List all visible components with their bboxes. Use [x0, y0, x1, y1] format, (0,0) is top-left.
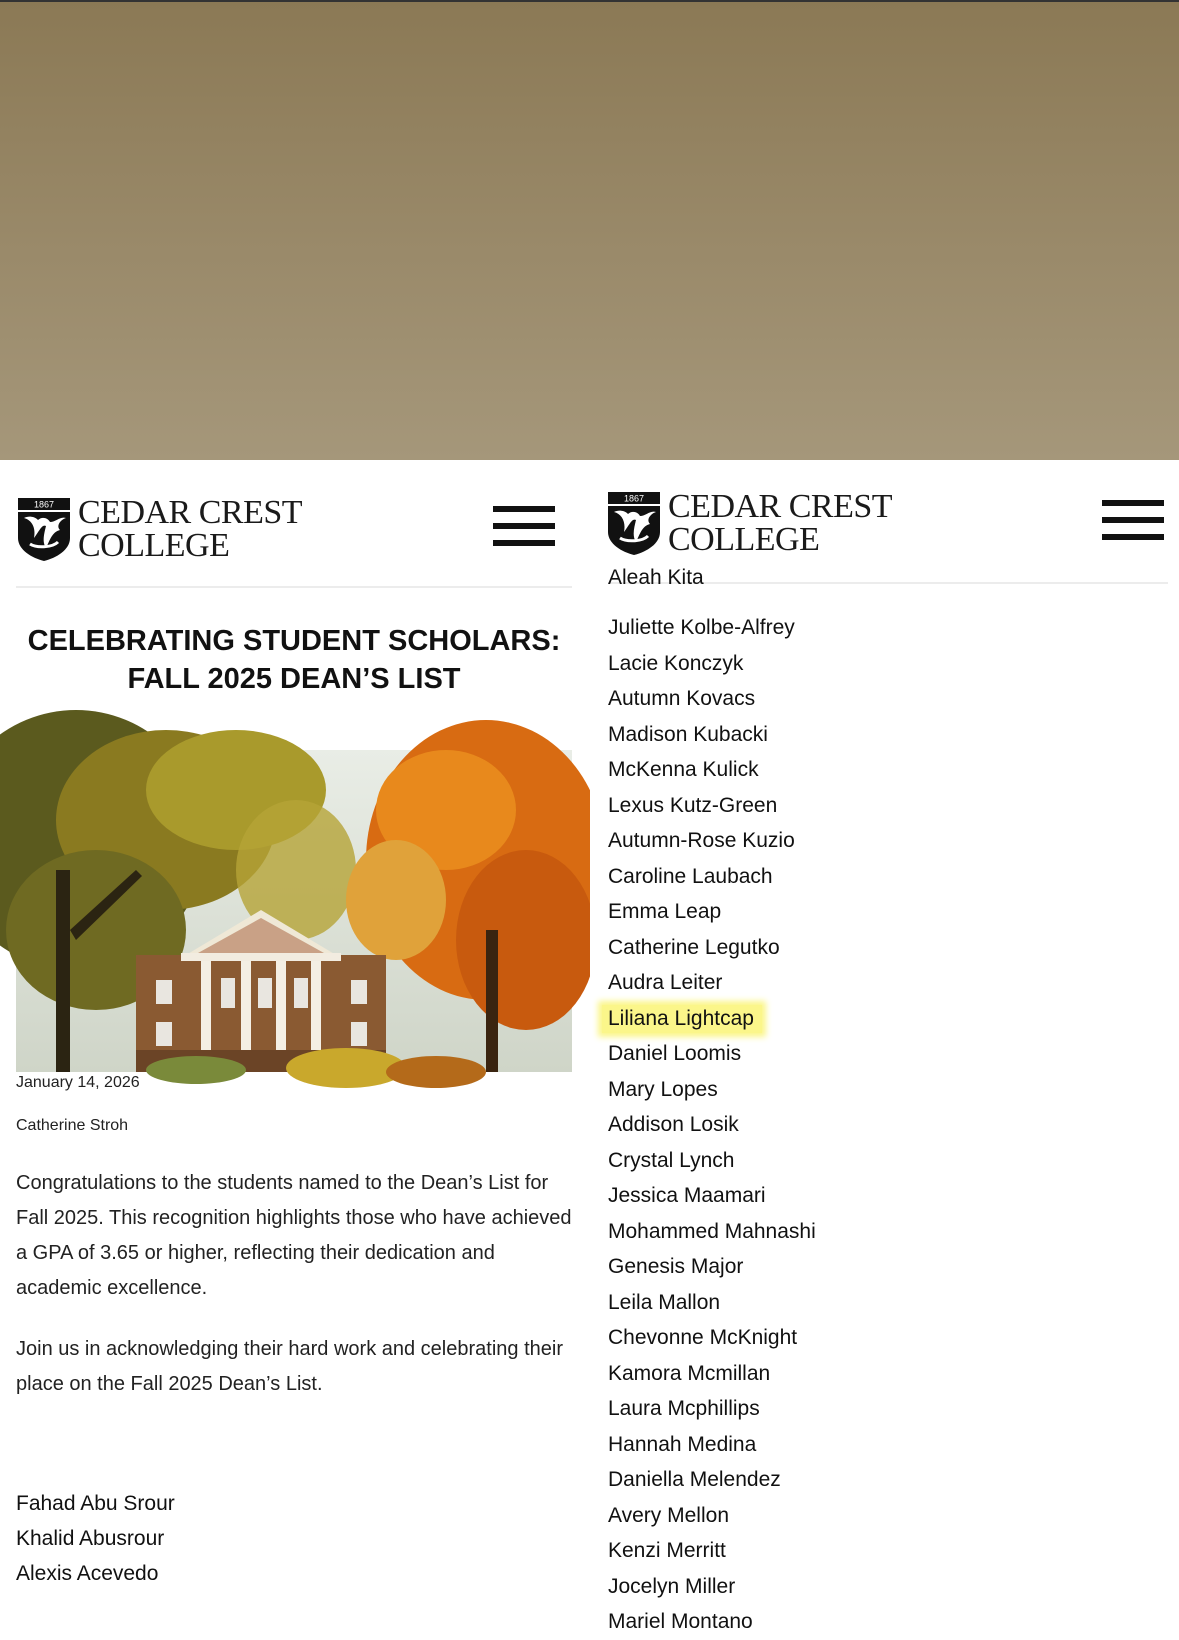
page-title-line2: FALL 2025 DEAN’S LIST	[127, 663, 461, 695]
list-item: Madison Kubacki	[608, 722, 768, 746]
list-item: Laura Mcphillips	[608, 1397, 760, 1420]
college-seal-icon	[16, 496, 72, 562]
site-header	[16, 496, 590, 576]
list-item: Crystal Lynch	[608, 1148, 735, 1172]
top-band	[0, 0, 1179, 460]
list-item: Mariel Montano	[608, 1610, 753, 1633]
list-item: Lacie Konczyk	[608, 651, 744, 675]
college-name-line2: COLLEGE	[78, 527, 230, 564]
college-name-line1: CEDAR CREST	[668, 488, 893, 525]
list-item: Genesis Major	[608, 1255, 744, 1278]
highlighted-name: Liliana Lightcap	[602, 1005, 762, 1033]
college-name	[78, 496, 302, 562]
list-item: Khalid Abusrour	[16, 1527, 165, 1550]
list-item: Daniel Loomis	[608, 1042, 742, 1065]
list-item: Kenzi Merritt	[608, 1539, 726, 1562]
college-logo[interactable]	[606, 490, 906, 562]
list-item: Mary Lopes	[608, 1077, 718, 1101]
list-item: Autumn Kovacs	[608, 687, 756, 710]
list-item: Autumn-Rose Kuzio	[608, 829, 795, 852]
svg-text:1867: 1867	[33, 499, 55, 510]
list-item: Lexus Kutz-Green	[608, 793, 778, 817]
list-item: Leila Mallon	[608, 1290, 721, 1314]
hero-campus-image	[16, 750, 572, 1072]
list-item: Chevonne McKnight	[608, 1326, 798, 1349]
hamburger-menu-button[interactable]	[1102, 500, 1164, 542]
deans-list-start	[16, 1486, 175, 1591]
left-screenshot	[0, 460, 590, 1624]
list-item: Hannah Medina	[608, 1432, 757, 1456]
site-header	[606, 490, 1179, 570]
college-name-line1: CEDAR CREST	[78, 494, 303, 531]
list-item: Alexis Acevedo	[16, 1562, 159, 1585]
post-author[interactable]: Catherine Stroh	[16, 1117, 129, 1134]
list-item: Fahad Abu Srour	[16, 1492, 175, 1515]
header-divider	[16, 586, 572, 588]
deans-list-continued	[608, 610, 816, 1640]
svg-text:1867: 1867	[623, 493, 645, 504]
page-title	[16, 622, 572, 698]
list-item: Emma Leap	[608, 900, 722, 923]
intro-paragraph: Congratulations to the students named to the Dean’s List for Fall 2025. This recognition highlights those who have achieved a GPA of 3.65 or higher, reflecting their dedication and academic excellence.	[16, 1172, 572, 1299]
page-title-line1: CELEBRATING STUDENT SCHOLARS:	[27, 625, 561, 657]
post-date: January 14, 2026	[16, 1074, 140, 1091]
list-item: Kamora Mcmillan	[608, 1361, 771, 1385]
list-item: Caroline Laubach	[608, 864, 773, 888]
list-item: Daniella Melendez	[608, 1468, 781, 1491]
list-item: Juliette Kolbe-Alfrey	[608, 616, 795, 639]
list-item: McKenna Kulick	[608, 758, 759, 781]
list-item: Jocelyn Miller	[608, 1574, 736, 1598]
list-item: Catherine Legutko	[608, 935, 780, 959]
list-item: Jessica Maamari	[608, 1184, 766, 1207]
list-item: Avery Mellon	[608, 1503, 729, 1527]
college-name-line2: COLLEGE	[668, 521, 820, 558]
list-item: Mohammed Mahnashi	[608, 1219, 816, 1243]
list-item-cut-off: Aleah Kita	[608, 566, 704, 589]
college-seal-icon	[606, 490, 662, 556]
list-item: Addison Losik	[608, 1113, 739, 1136]
list-item: Audra Leiter	[608, 971, 723, 994]
hamburger-menu-button[interactable]	[493, 506, 555, 548]
right-screenshot	[590, 460, 1179, 1633]
join-paragraph: Join us in acknowledging their hard work and celebrating their place on the Fall 2025 Dean’s List.	[16, 1338, 563, 1395]
college-logo[interactable]	[16, 496, 316, 568]
college-name	[668, 490, 892, 556]
